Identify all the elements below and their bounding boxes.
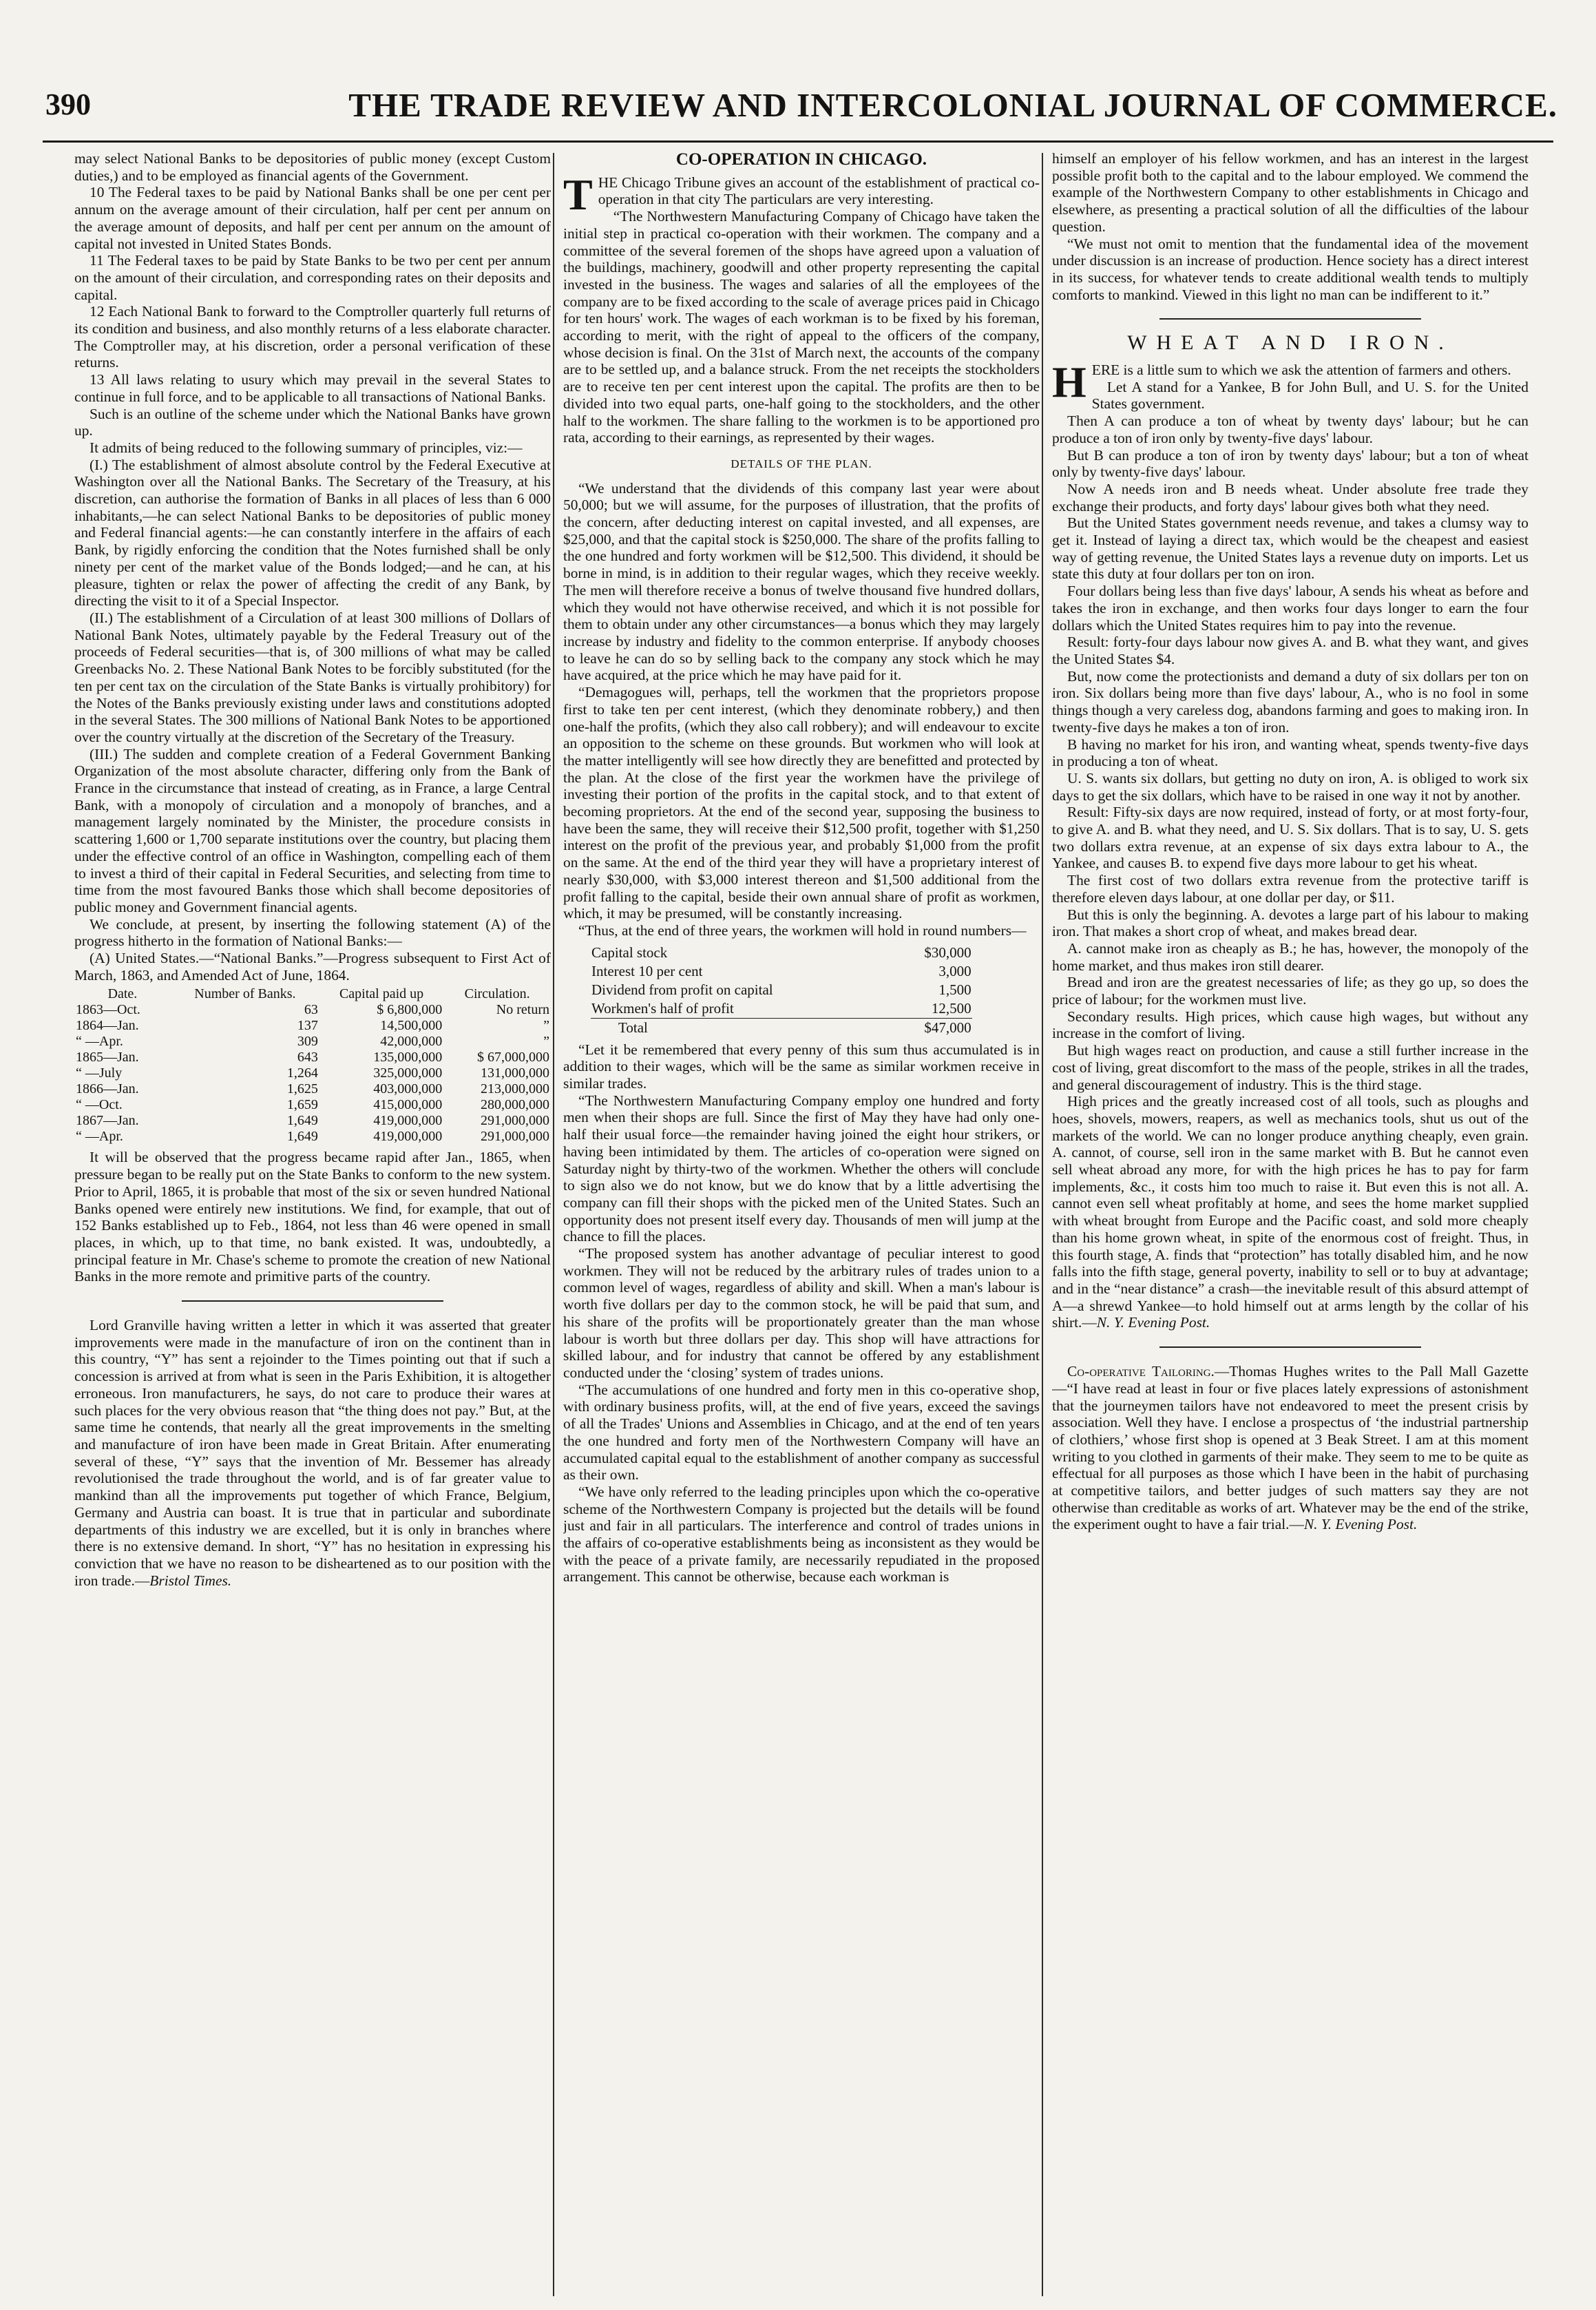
table-cell: 419,000,000 xyxy=(373,1129,443,1145)
table-cell: 643 xyxy=(297,1050,318,1065)
table-row xyxy=(74,1065,551,1081)
source-credit: N. Y. Evening Post. xyxy=(1096,1314,1210,1331)
paragraph: “The proposed system has another advantage of peculiar interest to good workmen. They will not be reduced by the arbitrary rules of trades union to a common level of wages, regardless of ability and skill. When a man's labour is worth five dollars per day to the common stock, he will be paid that sum, and his share of the profits will be proportionately greater than the man whose labour is worth but three dollars per day. This shop will have attractions for skilled labour, and for industry that cannot be offered by any establishment conducted under the ‘closing’ system of trades unions. xyxy=(563,1245,1040,1381)
paragraph: “Let it be remembered that every penny of this sum thus accumulated is in addition to their wages, which will be the same as similar workmen receive in similar trades. xyxy=(563,1041,1040,1092)
paragraph: “We understand that the dividends of this company last year were about 50,000; but we will assume, for the purposes of illustration, that the profits of the concern, after deducting interest on capital invested, and all expenses, are $25,000, and that the capital stock is $250,000. The share of the profits falling to the one hundred and forty workmen will be $12,500. This dividend, it should be borne in mind, is in addition to their regular wages, which they receive weekly. The men will therefore receive a bonus of twelve thousand five hundred dollars, which they would not have otherwise received, and which it is not possible for them to obtain under any other circumstances—a bonus which they may largely increase by industry and fidelity to the common enterprise. If anybody chooses to leave he can do so by selling back to the company any stock which he may have acquired, at the price which he may have paid for it. xyxy=(563,479,1040,684)
table-row xyxy=(74,1018,551,1034)
column-rule-1 xyxy=(553,153,554,2296)
table-row xyxy=(591,962,972,981)
table-row xyxy=(74,1034,551,1050)
article-heading: WHEAT AND IRON. xyxy=(1127,331,1453,355)
paragraph: We conclude, at present, by inserting the following statement (A) of the progress hitherto in the formation of National Banks:— xyxy=(74,915,551,950)
running-title: THE TRADE REVIEW AND INTERCOLONIAL JOURNAL OF COMMERCE. xyxy=(348,86,1557,124)
page-header xyxy=(43,81,1557,143)
table-cell: 14,500,000 xyxy=(380,1018,443,1034)
paragraph: B having no market for his iron, and wanting wheat, spends twenty-five days in producing a ton of wheat. xyxy=(1052,736,1529,770)
paragraph: (I.) The establishment of almost absolute control by the Federal Executive at Washington over all the National Banks. The Secretary of the Treasury, at his discretion, can authorise the formation of Banks in all places of less than 6 000 inhabitants,—he can select National Banks to be depositories of public money and Federal financial agents:—he can constantly interfere in the affairs of each Bank, by rigidly enforcing the condition that the Notes furnished shall be only ninety per cent of the market value of the Bonds lodged;—and he can, at his pleasure, tighten or relax the power of affecting the credit of any Bank, by directing the visit to it of a Special Inspector. xyxy=(74,456,551,610)
paragraph: Secondary results. High prices, which cause high wages, but without any increase in the comfort of living. xyxy=(1052,1008,1529,1042)
table-title: (A) United States.—“National Banks.”—Progress subsequent to First Act of March, 1863, and Amended Act of June, 1864. xyxy=(74,950,551,984)
table-cell: 1,659 xyxy=(286,1097,318,1113)
table-cell: $30,000 xyxy=(924,944,972,961)
paragraph: But high wages react on production, and cause a still further increase in the cost of living, great discomfort to the mass of the people, strikes in all the trades, and general discouragement of industry. This is the third stage. xyxy=(1052,1042,1529,1093)
paragraph xyxy=(1052,1093,1529,1331)
table-row xyxy=(74,1129,551,1145)
table-cell: Interest 10 per cent xyxy=(591,962,703,979)
table-cell: 3,000 xyxy=(938,962,972,979)
table-cell: 213,000,000 xyxy=(481,1081,549,1097)
table-cell: “ —July xyxy=(76,1065,123,1081)
table-cell: “ —Apr. xyxy=(76,1034,123,1050)
column-rule-2 xyxy=(1042,153,1043,2296)
table-cell: 63 xyxy=(304,1002,318,1018)
paragraph: may select National Banks to be depositories of public money (except Custom duties,) and to be employed as financial agents of the Government. xyxy=(74,150,551,184)
article-heading: CO-OPERATION IN CHICAGO. xyxy=(675,150,927,169)
paragraph: himself an employer of his fellow workmen, and has an interest in the largest possible profit both to the capital and to the labour employed. We commend the example of the Northwestern Company to other establishments in Chicago and elsewhere, as presenting a practical solution of all the difficulties of the labour question. xyxy=(1052,150,1529,235)
table-cell: 325,000,000 xyxy=(373,1065,443,1081)
paragraph: But this is only the beginning. A. devotes a large part of his labour to making iron. That makes a short crop of wheat, and makes bread dear. xyxy=(1052,906,1529,940)
table-header-row xyxy=(74,986,551,1002)
table-cell: 1,500 xyxy=(938,981,972,998)
table-cell: 1,264 xyxy=(286,1065,318,1081)
table-row xyxy=(591,981,972,999)
paragraph-text: Lord Granville having written a letter in which it was asserted that greater improvements were made in the manufacture of iron on the continent than in this country, “Y” has sent a rejoinder to the Times pointing out that if such a concession is arrived at from what is seen in the Paris Exhibition, it is altogether erroneous. Iron manufacturers, he says, do not care to produce their wares at such places for the very obvious reason that “the thing does not pay.” But, at the same time he contends, that nearly all the great improvements in the smelting and manufacture of iron have been made in Great Britain. After enumerating several of these, “Y” says that the invention of Mr. Bessemer has already revolutionised the trade throughout the world, and is of far greater value to mankind than all the improvements put together of which France, Belgium, Germany and Austria can boast. It is true that in particular and subordinate departments of this industry we are excelled, but it is only in branches where there is no extensive demand. In short, “Y” has no hesitation in expressing his conviction that we have no reason to be disheartened as to our position with the iron trade.— xyxy=(74,1317,551,1589)
paragraph: But the United States government needs revenue, and takes a clumsy way to get it. Instead of laying a direct tax, which would be the cheapest and easiest way of getting revenue, the United States lays a revenue duty on imports. Let us state this duty at four dollars per ton on iron. xyxy=(1052,514,1529,583)
column-header: Number of Banks. xyxy=(194,986,296,1002)
table-cell: Dividend from profit on capital xyxy=(591,981,773,998)
table-cell: 291,000,000 xyxy=(481,1129,549,1145)
table-cell: $ 6,800,000 xyxy=(377,1002,443,1018)
table-cell: 1,625 xyxy=(286,1081,318,1097)
table-cell: 1865—Jan. xyxy=(76,1050,139,1065)
table-cell: 419,000,000 xyxy=(373,1113,443,1129)
table-cell: 280,000,000 xyxy=(481,1097,549,1113)
paragraph-text: ERE is a little sum to which we ask the attention of farmers and others. xyxy=(1091,362,1511,379)
table-total-row xyxy=(591,1018,972,1037)
table-cell: “ —Apr. xyxy=(76,1129,123,1145)
paragraph: Now A needs iron and B needs wheat. Under absolute free trade they exchange their products, and forty days' labour gives both what they need. xyxy=(1052,480,1529,514)
national-banks-table xyxy=(74,986,551,1145)
paragraph: A. cannot make iron as cheaply as B.; he has, however, the monopoly of the home market, and thus makes iron still dearer. xyxy=(1052,939,1529,974)
lead-paragraph xyxy=(563,169,1040,219)
column-header: Capital paid up xyxy=(339,986,424,1002)
paragraph: But, now come the protectionists and demand a duty of six dollars per ton on iron. Six dollars being more than five days' labour, A., who is no fool in some things though a very careless dog, abandons farming and goes to making iron. In twenty-five days he makes a ton of iron. xyxy=(1052,667,1529,736)
section-divider xyxy=(1159,1346,1421,1348)
table-cell: 309 xyxy=(297,1034,318,1050)
column-header: Date. xyxy=(107,986,138,1002)
paragraph: 10 The Federal taxes to be paid by National Banks shall be one per cent per annum on the average amount of their circulation, half per cent per annum on the average amount of deposits, and half per cent per annum on the amount of capital not invested in United States Bonds. xyxy=(74,184,551,252)
table-row xyxy=(74,1081,551,1097)
table-cell: No return xyxy=(496,1002,549,1018)
paragraph-text: High prices and the greatly increased cost of all tools, such as ploughs and hoes, shovels, mowers, reapers, as well as mechanics tools, shut us out of the markets of the world. We can no longer produce anything cheaply, even grain. A. cannot, of course, sell iron in the same market with B. But he cannot even sell wheat abroad any more, for with the high prices he has to pay for farm implements, &c., it costs him too much to raise it. But even this is not all. A. cannot even sell wheat profitably at home, and sees the home market supplied with wheat brought from Europe and the Pacific coast, and sold more cheaply than his home grown wheat, in spite of the enormous cost of freight. Thus, in this fourth stage, A. finds that “protection” has totally disabled him, and he now falls into the fifth stage, general poverty, inability to sell or to buy at advantage; and in the “near distance” a crash—the inevitable result of this absurd attempt of A—a shrewd Yankee—to hold himself out at arms length by the collar of his shirt.— xyxy=(1052,1093,1529,1331)
paragraph xyxy=(1052,1363,1529,1533)
paragraph: “The Northwestern Manufacturing Company employ one hundred and forty men when their shops are full. Since the first of May they have had only one-half their usual force—the remainder having joined the eight hour strikers, or having been intimidated by them. The articles of co-operation were signed on Saturday night by thirty-two of the workmen. Whether the others will conclude to sign also we do not know, but we do know that by a little advertising the company can fill their shops with the picked men of the United States. Such an opportunity does not present itself every day. Thousands of men will jump at the chance to fill the places. xyxy=(563,1092,1040,1245)
paragraph: Result: Fifty-six days are now required, instead of forty, or at most forty-four, to give A. and B. what they need, and U. S. Six dollars. That is to say, U. S. gets two dollars extra revenue, at an expense of six days extra labour to A., the Yankee, and causes B. to expend five days more labour to get his wheat. xyxy=(1052,804,1529,872)
paragraph: The first cost of two dollars extra revenue from the protective tariff is therefore eleven days labour, at one dollar per day, or $11. xyxy=(1052,872,1529,906)
paragraph-text: —Thomas Hughes writes to the Pall Mall Gazette —“I have read at least in four or five places lately expressions of astonishment that the journeymen tailors have not endeavored to meet the present crisis by association. Well they have. I enclose a prospectus of ‘the industrial partnership of clothiers,’ whose first shop is opened at 3 Beak Street. I am at this moment writing to you clothed in garments of their make. They seem to me to be quite as effectual for all purposes as those which I have been in the habit of purchasing at competitive tailors, and better judges of such matters say they are not otherwise than creditable as works of art. Whatever may be the end of the strike, the experiment ought to have a fair trial.— xyxy=(1052,1363,1529,1533)
capital-summary-table xyxy=(591,944,972,1037)
drop-cap: T xyxy=(563,169,593,219)
paragraph: It will be observed that the progress became rapid after Jan., 1865, when pressure began to be really put on the State Banks to conform to the new system. Prior to April, 1865, it is probable that most of the six or seven hundred National Banks opened were entirely new institutions. We find, for example, that out of 152 Banks established up to Feb., 1864, not less than 46 were opened in small places, in which, up to that time, no bank existed. It was, undoubtedly, a principal feature in Mr. Chase's scheme to promote the creation of new National Banks in the more remote and primitive parts of the country. xyxy=(74,1149,551,1285)
source-credit: Bristol Times. xyxy=(149,1572,232,1589)
item-lead: Co-operative Tailoring. xyxy=(1067,1363,1215,1380)
column-header: Circulation. xyxy=(464,986,530,1002)
paragraph: (III.) The sudden and complete creation of a Federal Government Banking Organization of the most absolute character, differing only from the Bank of France in the circumstance that instead of creating, as in France, a large Central Bank, with a monopoly of circulation and a monopoly of branches, and a management largely nominated by the Minister, the procedure consists in scattering 1,600 or 1,700 separate institutions over the country, but placing them under the effective control of an office in Washington, compelling each of them to invest a third of their capital in Federal Securities, and selecting from time to time from the most favoured Banks those which shall become depositories of public money and Government financial agents. xyxy=(74,745,551,915)
column-3 xyxy=(1052,150,1529,2299)
paragraph: “We must not omit to mention that the fundamental idea of the movement under discussion is an increase of production. Hence society has a direct interest in its success, for whatever tends to create additional wealth tends to multiply comforts to mankind. Viewed in this light no man can be indifferent to it.” xyxy=(1052,235,1529,303)
paragraph: “The Northwestern Manufacturing Company of Chicago have taken the initial step in practical co-operation with their workmen. The company and a committee of the several foremen of the shops have agreed upon a valuation of the buildings, machinery, goodwill and other property representing the capital invested in the business. The wages and salaries of all the employees of the company are to be fixed according to the scale of average prices paid in Chicago for ten hours' work. The wages of each workman is to be fixed by his foreman, according to merit, with the right of appeal to the officers of the company, whose decision is final. On the 31st of March next, the accounts of the company are to be settled up, and a balance struck. From the net receipts the stockholders are to receive ten per cent interest upon the capital. The profits are then to be divided into two equal parts, one-half going to the stockholders, and the other half to the workmen. The share falling to the workmen is to be apportioned pro rata, according to their earnings, as represented by their wages. xyxy=(563,208,1040,446)
table-cell: 1864—Jan. xyxy=(76,1018,139,1034)
paragraph: 12 Each National Bank to forward to the Comptroller quarterly full returns of its condition and business, and also monthly returns of a less elaborate character. The Comptroller may, at his discretion, order a personal verification of these returns. xyxy=(74,303,551,371)
paragraph: Four dollars being less than five days' labour, A sends his wheat as before and takes the iron in exchange, and then works four days longer to earn the four dollars which the United States requires him to pay into the revenue. xyxy=(1052,583,1529,634)
table-cell: ” xyxy=(543,1018,549,1034)
table-cell: 131,000,000 xyxy=(481,1065,549,1081)
paragraph: 13 All laws relating to usury which may prevail in the several States to continue in full force, and to be applicable to all transactions of National Banks. xyxy=(74,371,551,405)
table-row xyxy=(74,1097,551,1113)
paragraph: Then A can produce a ton of wheat by twenty days' labour; but he can produce a ton of iron only by twenty-five days' labour. xyxy=(1052,413,1529,446)
table-cell: 1,649 xyxy=(286,1113,318,1129)
subheading: DETAILS OF THE PLAN. xyxy=(731,457,872,470)
table-row xyxy=(591,999,972,1019)
table-row xyxy=(74,1002,551,1018)
page-number: 390 xyxy=(45,87,91,121)
table-cell: Workmen's half of profit xyxy=(591,999,734,1017)
paragraph: “Demagogues will, perhaps, tell the workmen that the proprietors propose first to take ten per cent interest, (which they denominate robbery,) and then one-half the profits, (which they also call robbery); and will endeavour to excite an opposition to the scheme on these grounds. But workmen who will look at the matter intelligently will see how directly they are benefitted and protected by the plan. At the close of the first year the workmen have the privilege of investing their portion of the profits in the capital stock, and to that extent of becoming proprietors. At the end of the second year, supposing the business to have been the same, they will receive their $12,500 profit, together with $1,250 interest on the profit of the previous year, and probably $1,000 from the profit on the same. At the end of the third year they will have a proprietary interest of nearly $30,000, with $3,000 interest thereon and $1,500 additional from the profit falling to the capital, beside their own annual share of profit as workmen, which, it may be presumed, will be constantly increasing. xyxy=(563,684,1040,922)
table-cell: 12,500 xyxy=(931,999,972,1017)
paragraph: “The accumulations of one hundred and forty men in this co-operative shop, with ordinary business profits, will, at the end of five years, exceed the savings of all the Trades' Unions and Assemblies in Chicago, and at the end of ten years the one hundred and forty men of the Northwestern Company will have an accumulated capital equal to the establishment of another company as successful as their own. xyxy=(563,1381,1040,1484)
table-cell: ” xyxy=(543,1034,549,1050)
table-cell: 1866—Jan. xyxy=(76,1081,139,1097)
table-cell: 291,000,000 xyxy=(481,1113,549,1129)
drop-cap: H xyxy=(1052,357,1086,407)
column-2 xyxy=(563,150,1040,2299)
table-cell: “ —Oct. xyxy=(76,1097,123,1113)
table-row xyxy=(74,1050,551,1065)
paragraph: “Thus, at the end of three years, the workmen will hold in round numbers— xyxy=(578,922,1027,939)
table-cell: 42,000,000 xyxy=(380,1034,443,1050)
table-cell: 1863—Oct. xyxy=(76,1002,140,1018)
table-cell: 415,000,000 xyxy=(373,1097,443,1113)
table-cell: Capital stock xyxy=(591,944,668,961)
paragraph-text: HE Chicago Tribune gives an account of the establishment of practical co-operation in that city The particulars are very interesting. xyxy=(598,174,1040,208)
paragraph: 11 The Federal taxes to be paid by State Banks to be two per cent per annum on the amount of their circulation, and corresponding rates on their deposits and capital. xyxy=(74,252,551,303)
table-cell: $ 67,000,000 xyxy=(477,1050,549,1065)
table-cell: 135,000,000 xyxy=(373,1050,443,1065)
source-credit: N. Y. Evening Post. xyxy=(1303,1516,1418,1533)
table-row xyxy=(74,1113,551,1129)
table-cell: 403,000,000 xyxy=(373,1081,443,1097)
paragraph: Bread and iron are the greatest necessaries of life; as they go up, so does the price of labour; for the workmen must live. xyxy=(1052,974,1529,1008)
table-cell: 137 xyxy=(297,1018,318,1034)
paragraph: Result: forty-four days labour now gives A. and B. what they want, and gives the United States $4. xyxy=(1052,634,1529,667)
section-divider xyxy=(182,1300,443,1302)
column-1 xyxy=(74,150,551,2299)
paragraph: “We have only referred to the leading principles upon which the co-operative scheme of the Northwestern Company is projected but the details will be found just and fair in all particulars. The interference and control of trades unions in the affairs of co-operative establishments being as inconsistent as they would be with the peace of a private family, are necessarily repudiated in the proposed arrangement. This cannot be otherwise, because each workman is xyxy=(563,1483,1040,1585)
table-cell: $47,000 xyxy=(892,1018,972,1037)
table-row xyxy=(591,944,972,962)
section-divider xyxy=(1159,318,1421,320)
paragraph: It admits of being reduced to the following summary of principles, viz:— xyxy=(90,439,523,456)
paragraph: Let A stand for a Yankee, B for John Bull, and U. S. for the United States government. xyxy=(1091,378,1529,413)
paragraph: (II.) The establishment of a Circulation of at least 300 millions of Dollars of National Bank Notes, ultimately payable by the Federal Treasury out of the proceeds of Federal securities—that is, of 300 millions of what may be called Greenbacks No. 2. These National Bank Notes to be forcibly substituted (for the ten per cent tax on the circulation of the State Banks is virtually prohibitory) for the Notes of the Banks previously existing under laws and constitutions adopted in the several States. The 300 millions of National Bank Notes to be apportioned over the country virtually at the discretion of the Secretary of the Treasury. xyxy=(74,609,551,745)
table-cell: 1867—Jan. xyxy=(76,1113,139,1129)
paragraph: But B can produce a ton of iron by twenty days' labour; but a ton of wheat only by twenty-five days' labour. xyxy=(1052,446,1529,481)
table-cell: 1,649 xyxy=(286,1129,318,1145)
paragraph: Such is an outline of the scheme under which the National Banks have grown up. xyxy=(74,405,551,439)
table-cell: Total xyxy=(591,1018,892,1037)
paragraph: U. S. wants six dollars, but getting no duty on iron, A. is obliged to work six days to get the six dollars, which have to be raised in one way it not by another. xyxy=(1052,769,1529,804)
paragraph xyxy=(74,1317,551,1589)
